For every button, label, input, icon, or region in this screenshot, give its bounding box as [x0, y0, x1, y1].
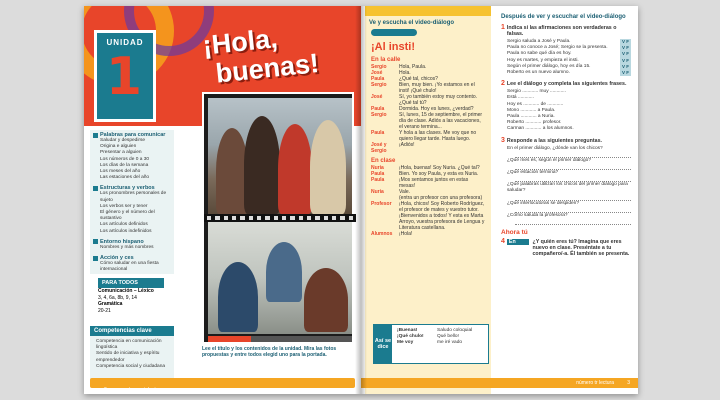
competencias-list	[90, 337, 174, 382]
list-item: Los artículos definidos	[100, 222, 148, 228]
ahora-tu-heading: Ahora tú	[501, 229, 528, 237]
list-item: Roberto es un nuevo alumno. V F	[507, 70, 629, 76]
list-item: Los pronombres personales de sujeto	[100, 191, 167, 203]
list-item: Presentar a alguien	[100, 150, 142, 156]
list-item[interactable]: Mono ............ a Paula.	[507, 107, 556, 113]
list-item: Los números de 0 a 30	[100, 156, 150, 162]
footer-text: número tr lectura	[125, 387, 164, 393]
expression-row: Me voy me iré vado	[397, 340, 463, 346]
line-text: Hola, Paula.	[399, 64, 427, 70]
unit-badge	[94, 30, 156, 122]
exercise-1: 1 Indica si las afirmaciones son verdaderas o falsas.	[501, 24, 617, 37]
line-text: Sí, lunes, 15 de septiembre, el primer día de clase. Adiós a las vacaciones, el verano termina...	[399, 112, 483, 130]
page-number: 2	[104, 387, 107, 393]
list-item: Los meses del año	[100, 169, 141, 175]
list-item: Los artículos indefinidos	[100, 228, 152, 234]
question-list	[495, 146, 637, 225]
speaker: Paula	[371, 76, 385, 82]
speaker: Alumnos	[371, 231, 393, 237]
students-photo	[208, 98, 352, 214]
line-text: (entra un profesor con una profesora)	[399, 195, 483, 201]
true-false-checkbox[interactable]: V F	[621, 39, 629, 44]
line-text: Y hola a las clases. Me voy que no quiero llegar tarde. Hasta luego.	[399, 130, 477, 142]
section-heading: Ve y escucha el video-diálogo	[369, 20, 455, 26]
list-item[interactable]: Carman ............ a los alumnos.	[507, 126, 574, 132]
square-bullet-icon	[93, 239, 98, 244]
dialog-line	[365, 130, 491, 142]
para-todos-box	[90, 274, 174, 326]
list-item[interactable]: Sergio ............ muy ............	[507, 89, 566, 95]
page-footer	[90, 378, 355, 393]
asi-se-dice-box	[373, 324, 489, 364]
list-item[interactable]: Paula ............ a Nuria.	[507, 114, 555, 120]
competencias-title: Competencias clave	[90, 326, 174, 336]
list-item: Paula no sabe qué día es hoy. V F	[507, 51, 629, 57]
square-bullet-icon	[93, 256, 98, 261]
speaker: Paula	[371, 130, 385, 136]
true-false-checkbox[interactable]: V F	[621, 45, 629, 51]
para-todos-title: PARA TODOS	[98, 278, 164, 288]
list-item[interactable]: Está ............	[507, 95, 534, 101]
scene-heading: En clase	[371, 158, 396, 164]
list-item: ¿Qué interlocutoras se despiden?	[507, 200, 579, 206]
square-bullet-icon	[93, 186, 98, 191]
true-false-list	[495, 39, 637, 76]
speaker: Sergio	[371, 82, 387, 88]
fill-in-list	[495, 89, 637, 132]
speaker: José	[371, 70, 383, 76]
section-title: Estructuras y verbos	[100, 185, 155, 192]
list-item: ¿Cómo saluda la profesora?	[507, 212, 568, 218]
speaker: Paula	[371, 106, 385, 112]
true-false-checkbox[interactable]: V F	[621, 51, 629, 57]
speaker: José y Sergio	[371, 142, 387, 154]
book-spine	[355, 6, 367, 394]
contents-section	[90, 130, 174, 183]
speaker: Paula	[371, 177, 385, 183]
para-todos-line: 3, 4, 6a, 8b, 9, 14	[98, 294, 137, 301]
page-footer	[361, 378, 638, 388]
dialog-2	[365, 165, 491, 237]
true-false-checkbox[interactable]: V F	[621, 63, 629, 69]
expression-row: ¡Qué chulo! Qué bello!	[397, 334, 459, 340]
speaker: Nuria	[371, 165, 384, 171]
video-progress-bar[interactable]	[208, 336, 352, 342]
line-text: Bien. Yo soy Paula, y esta es Nuria.	[399, 171, 479, 177]
line-text: ¿Qué tal, chicos?	[399, 76, 438, 82]
right-page	[361, 6, 638, 394]
dialog-line	[365, 231, 491, 237]
list-item: Nombres y más nombres	[100, 244, 154, 250]
para-todos-line: 20-21	[98, 307, 111, 314]
section-title: Acción y ces	[100, 255, 134, 262]
exercise-4: 4 En parejas ¿Y quién eres tú? Imagina que eres nuevo en clase. Preséntate a tu compañero/-a. Él también se presenta.	[501, 238, 630, 258]
speaker: Profesor	[371, 201, 392, 207]
exercise-column	[495, 6, 637, 394]
list-item: ¿Qué estación termina?	[507, 170, 559, 176]
list-item: ¿Qué palabras utilizan los chicos del primer diálogo para saludar?	[507, 182, 628, 194]
textbook-spread	[84, 6, 638, 394]
contents-section	[90, 253, 174, 275]
audio-player[interactable]	[371, 29, 417, 36]
line-text: ¡Hola, chicos! Soy Roberto Rodríguez, el profesor de mates y vuestro tutor. ¡Bienvenidos a todos! Y esta es Marta Arroyo, vuestra profesora de Lengua y Literatura castellana.	[399, 201, 485, 231]
line-text: ¡Hola, buenas! Soy Nuria. ¿Qué tal?	[399, 165, 480, 171]
dialog-line	[365, 82, 491, 94]
list-item: Las estaciones del año	[100, 175, 150, 181]
section-title: Entorno hispano	[100, 238, 144, 245]
exercise-3: 3 Responde a las siguientes preguntas.	[501, 136, 602, 144]
list-item: El género y el número del sustantivo	[100, 210, 155, 222]
list-item: Según el primer diálogo, hoy es día 15. V F	[507, 63, 629, 69]
list-item: Saludar y despedirse	[100, 138, 146, 143]
dialog-line	[365, 201, 491, 231]
line-text: Dormida. Hoy es lunes, ¿verdad?	[399, 106, 474, 112]
unit-label: UNIDAD	[106, 38, 144, 47]
list-item: Cómo saludar en una fiesta internacional	[100, 261, 159, 273]
list-item[interactable]: Roberto ............ profesor.	[507, 120, 562, 126]
line-text: ¡Mos sentamos juntos en estas mesas!	[399, 177, 469, 189]
list-item: Los días de la semana	[100, 162, 149, 168]
film-strip	[204, 214, 356, 222]
line-text: ¡Adiós!	[399, 142, 415, 148]
page-number: 3	[627, 380, 630, 386]
list-item: Los verbos ser y tener	[100, 203, 148, 209]
dialog-title: ¡Al insti!	[371, 41, 415, 53]
photo-caption: Lee el título y los contenidos de la unidad. Mira las fotos propuestas y entre todos elegid uno para la portada.	[202, 346, 337, 358]
list-item: Origina e alguien	[100, 144, 137, 150]
dialog-line	[365, 112, 491, 130]
list-item[interactable]: Hoy es ............ de ............	[507, 101, 564, 107]
dialog-line	[365, 142, 491, 154]
speaker: Paula	[371, 171, 385, 177]
dialog-line	[365, 177, 491, 189]
line-text: Bien, muy bien. ¡Yo estamos en el insti! ¡Qué chulo!	[399, 82, 475, 94]
unit-title-line2: buenas!	[214, 47, 321, 89]
list-item: Sergio saluda a José y Paula. V F	[507, 39, 629, 44]
video-progress-fill	[208, 336, 251, 342]
para-todos-line: Gramática	[98, 301, 123, 307]
section-title: Palabras para comunicar	[100, 132, 166, 138]
line-text: ¡Hola!	[399, 231, 413, 237]
list-item: Sentido de iniciativa y espíritu emprendedor	[96, 351, 160, 363]
speaker: Nuria	[371, 189, 384, 195]
list-item: Hoy es martes, y empieza el insti. V F	[507, 57, 629, 63]
line-text: Vale.	[399, 189, 411, 195]
list-item: Paula no conoce a José; Sergio se la presenta. V F	[507, 45, 629, 51]
contents-section	[90, 183, 174, 236]
speaker: Sergio	[371, 112, 387, 118]
exercise-2: 2 Lee el diálogo y completa las siguientes frases.	[501, 80, 627, 88]
line-text: Sí, yo también estoy muy contento. ¿Qué tal tú?	[399, 94, 478, 106]
list-item: Competencia social y ciudadana	[96, 363, 166, 369]
para-todos-line: Comunicación – Léxico	[98, 288, 154, 294]
true-false-checkbox[interactable]: V F	[621, 57, 629, 63]
unit-title-line1: ¡Hola,	[201, 23, 280, 61]
section-heading: Después de ver y escuchar el video-diálogo	[501, 14, 626, 20]
scene-heading: En la calle	[371, 57, 401, 63]
video-player[interactable]	[202, 92, 354, 344]
line-text: Hola.	[399, 70, 411, 76]
square-bullet-icon	[93, 133, 98, 138]
speaker: Sergio	[371, 64, 387, 70]
asi-se-dice-tag: Así se dice	[374, 325, 392, 363]
unit-number: 1	[105, 47, 143, 107]
list-item: Competencia en comunicación lingüística	[96, 339, 162, 351]
left-page	[84, 6, 361, 394]
list-item: ¿Qué mes es, según el primer diálogo?	[507, 157, 591, 163]
speaker: José	[371, 94, 383, 100]
dialog-line	[365, 94, 491, 106]
expression-row: ¡Buenas! Saludo coloquial	[397, 328, 473, 333]
list-item: En el primer diálogo, ¿dónde van los chicos?	[507, 145, 603, 151]
classroom-photo	[208, 222, 352, 334]
contents-section	[90, 237, 174, 253]
true-false-checkbox[interactable]: V F	[621, 70, 629, 76]
footer-text: número tr lectura	[576, 380, 614, 386]
dialog-1	[365, 64, 491, 154]
